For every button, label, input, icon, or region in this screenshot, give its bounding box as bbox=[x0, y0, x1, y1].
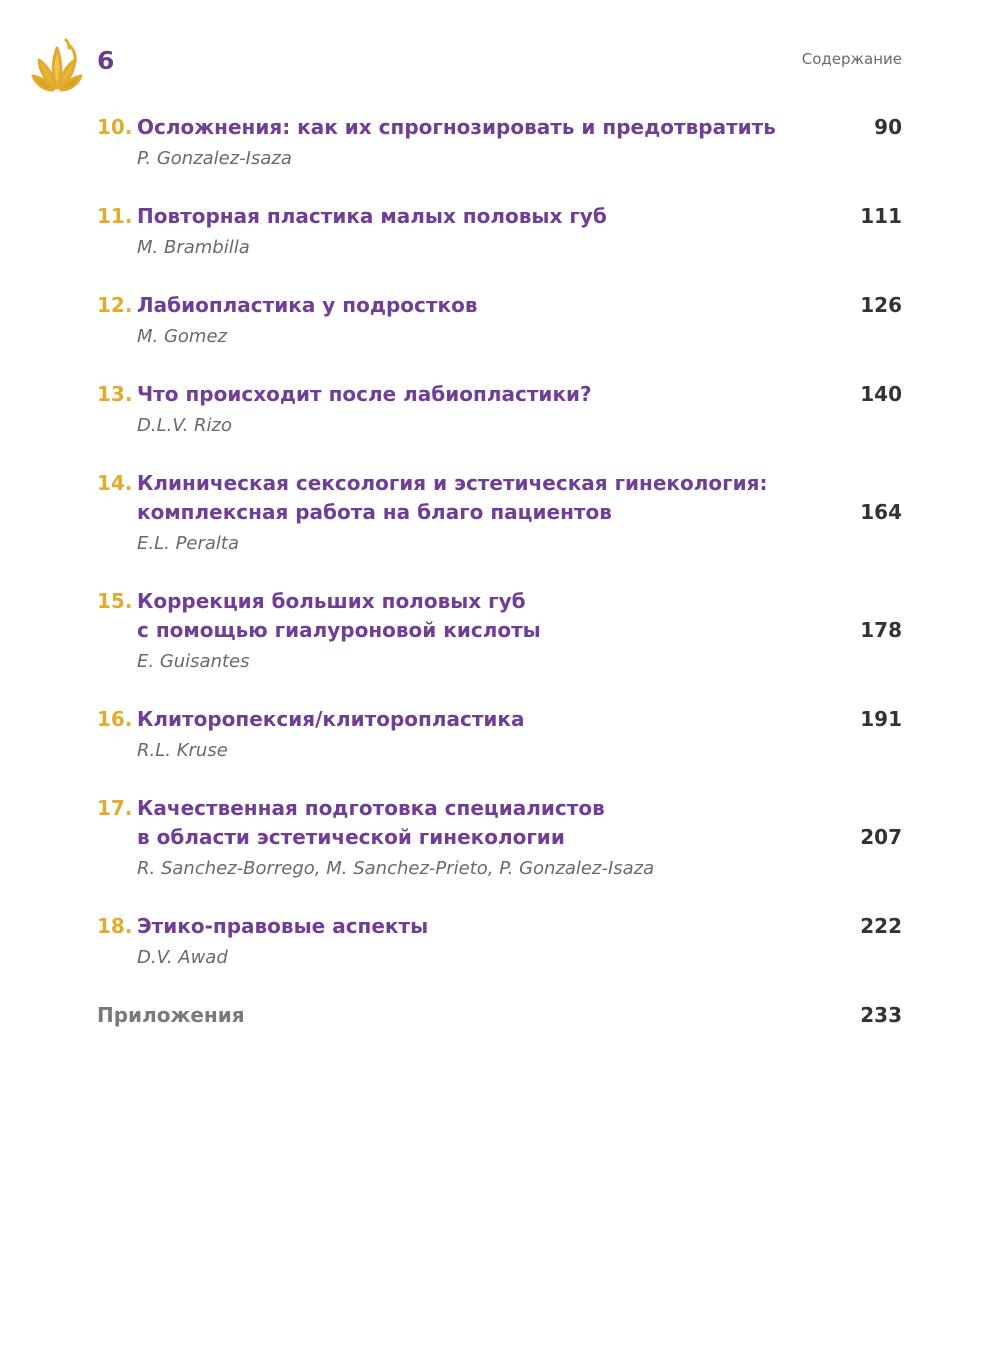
chapter-author: R. Sanchez-Borrego, M. Sanchez-Prieto, P. Gonzalez-Isaza bbox=[137, 858, 655, 879]
chapter-title[interactable]: Что происходит после лабиопластики? bbox=[137, 382, 592, 406]
page-reference: 207 bbox=[860, 825, 902, 849]
chapter-author: P. Gonzalez-Isaza bbox=[137, 148, 292, 169]
chapter-author: D.L.V. Rizo bbox=[137, 415, 232, 436]
chapter-number: 12. bbox=[97, 293, 133, 317]
chapter-number: 18. bbox=[97, 914, 133, 938]
page-reference: 191 bbox=[860, 707, 902, 731]
chapter-number: 13. bbox=[97, 382, 133, 406]
toc-entry[interactable] bbox=[97, 912, 902, 971]
toc-entry[interactable] bbox=[97, 113, 902, 172]
toc-entry[interactable] bbox=[97, 202, 902, 261]
chapter-number: 11. bbox=[97, 204, 133, 228]
page-reference: 164 bbox=[860, 500, 902, 524]
chapter-author: M. Gomez bbox=[137, 326, 227, 347]
chapter-number: 10. bbox=[97, 115, 133, 139]
chapter-title[interactable]: Осложнения: как их спрогнозировать и предотвратить bbox=[137, 115, 776, 139]
toc-entry[interactable] bbox=[97, 587, 902, 675]
chapter-title[interactable]: Клиторопексия/клиторопластика bbox=[137, 707, 525, 731]
page-reference: 126 bbox=[860, 293, 902, 317]
chapter-number: 14. bbox=[97, 471, 133, 495]
page-reference: 140 bbox=[860, 382, 902, 406]
page-reference: 111 bbox=[860, 204, 902, 228]
chapter-author: E. Guisantes bbox=[137, 651, 250, 672]
toc-appendix[interactable] bbox=[97, 1001, 902, 1030]
toc-entry[interactable] bbox=[97, 469, 902, 557]
appendix-title[interactable]: Приложения bbox=[97, 1003, 245, 1027]
chapter-title[interactable]: Повторная пластика малых половых губ bbox=[137, 204, 607, 228]
chapter-number: 15. bbox=[97, 589, 133, 613]
running-header: Содержание bbox=[801, 50, 902, 68]
toc-entry[interactable] bbox=[97, 291, 902, 350]
lotus-logo-icon bbox=[30, 36, 84, 96]
page-reference: 233 bbox=[860, 1003, 902, 1027]
page-reference: 90 bbox=[874, 115, 902, 139]
toc-entry[interactable] bbox=[97, 380, 902, 439]
page-reference: 222 bbox=[860, 914, 902, 938]
chapter-author: E.L. Peralta bbox=[137, 533, 240, 554]
chapter-title[interactable]: Лабиопластика у подростков bbox=[137, 293, 478, 317]
chapter-number: 17. bbox=[97, 796, 133, 820]
chapter-title[interactable]: Этико-правовые аспекты bbox=[137, 914, 429, 938]
toc-entry[interactable] bbox=[97, 705, 902, 764]
chapter-title[interactable]: Клиническая сексология и эстетическая гинекология: комплексная работа на благо пациентов bbox=[137, 471, 768, 524]
chapter-author: R.L. Kruse bbox=[137, 740, 228, 761]
chapter-title[interactable]: Качественная подготовка специалистов в области эстетической гинекологии bbox=[137, 796, 605, 849]
chapter-author: D.V. Awad bbox=[137, 947, 228, 968]
chapter-title[interactable]: Коррекция больших половых губ с помощью гиалуроновой кислоты bbox=[137, 589, 541, 642]
chapter-author: M. Brambilla bbox=[137, 237, 250, 258]
page-number: 6 bbox=[97, 46, 115, 75]
chapter-number: 16. bbox=[97, 707, 133, 731]
page-reference: 178 bbox=[860, 618, 902, 642]
toc-entry[interactable] bbox=[97, 794, 902, 882]
table-of-contents bbox=[97, 113, 902, 1030]
